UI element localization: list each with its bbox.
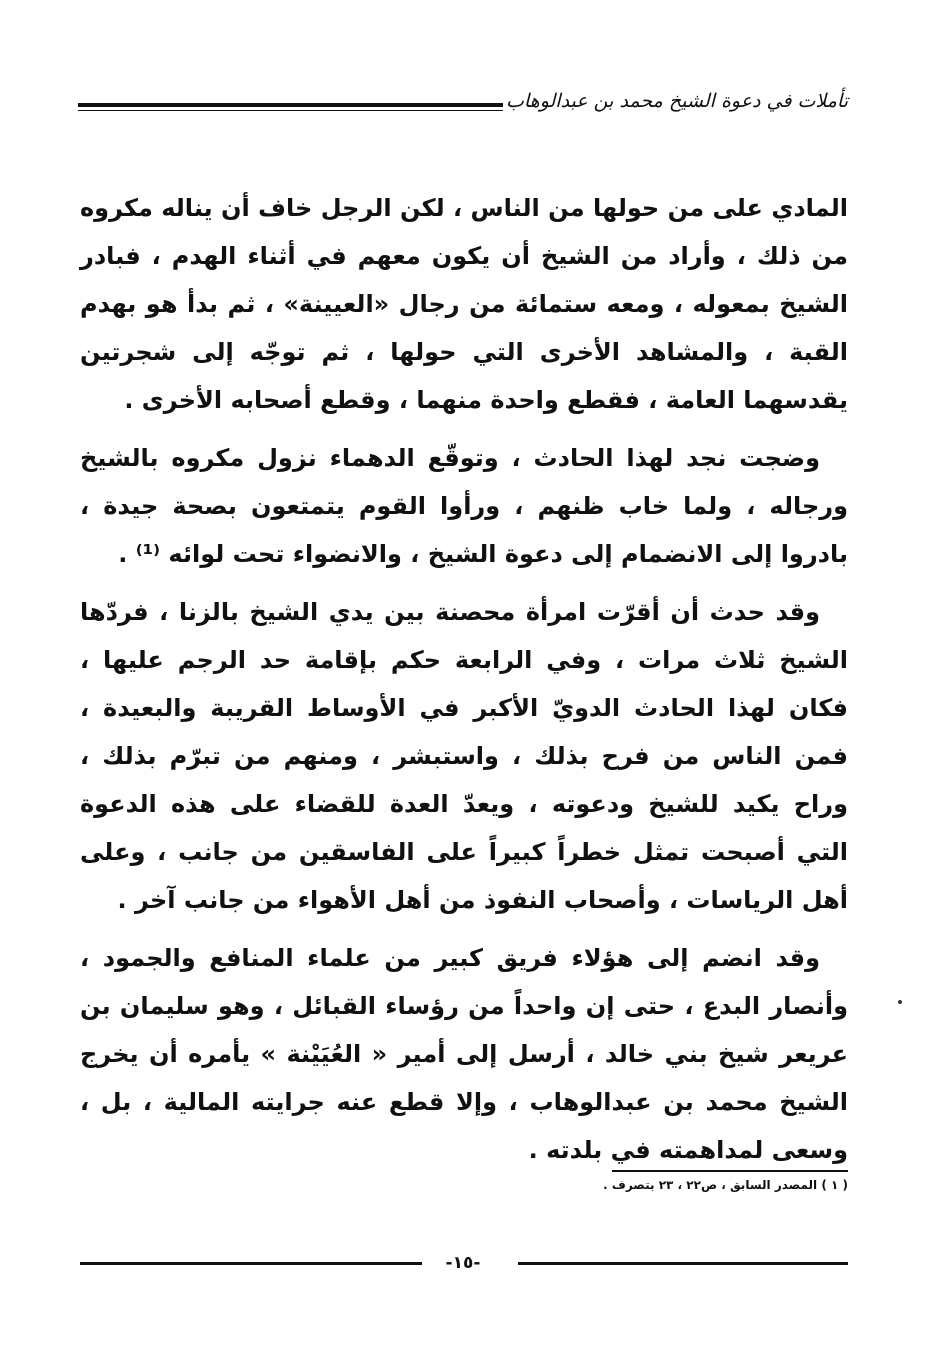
body-text xyxy=(80,184,848,1164)
running-header xyxy=(78,86,848,116)
paragraph-4: وقد انضم إلى هؤلاء فريق كبير من علماء المنافع والجمود ، وأنصار البدع ، حتى إن واحداً من رؤساء القبائل ، وهو سليمان بن عريعر شيخ بني خالد ، أرسل إلى أمير « العُيَيْنة » يأمره أن يخرج الشيخ محمد بن عبدالوهاب ، وإلا قطع عنه جرايته المالية ، بل ، وسعى لمداهمته في بلدته . xyxy=(80,944,848,1164)
margin-speck xyxy=(898,1000,902,1004)
header-rule xyxy=(78,103,503,107)
running-header-title: تأملات في دعوة الشيخ محمد بن عبدالوهاب xyxy=(506,90,848,112)
footer-rule-right xyxy=(518,1262,848,1265)
footnote: ( ١ ) المصدر السابق ، ص٢٢ ، ٢٣ بتصرف . xyxy=(603,1178,848,1192)
paragraph-2: وضجت نجد لهذا الحادث ، وتوقّع الدهماء نزول مكروه بالشيخ ورجاله ، ولما خاب ظنهم ، ورأوا القوم يتمتعون بصحة جيدة ، بادروا إلى الانضمام إلى دعوة الشيخ ، والانضواء تحت لوائه ⁽¹⁾ . xyxy=(80,444,848,568)
paragraph-1: المادي على من حولها من الناس ، لكن الرجل خاف أن يناله مكروه من ذلك ، وأراد من الشيخ أن يكون معهم في أثناء الهدم ، فبادر الشيخ بمعوله ، ومعه ستمائة من رجال «العيينة» ، ثم بدأ هو بهدم القبة ، والمشاهد الأخرى التي حولها ، ثم توجّه إلى شجرتين يقدسهما العامة ، فقطع واحدة منهما ، وقطع أصحابه الأخرى . xyxy=(80,194,848,414)
paragraph-3: وقد حدث أن أقرّت امرأة محصنة بين يدي الشيخ بالزنا ، فردّها الشيخ ثلاث مرات ، وفي الرابعة حكم بإقامة حد الرجم عليها ، فكان لهذا الحادث الدويّ الأكبر في الأوساط القريبة والبعيدة ، فمن الناس من فرح بذلك ، واستبشر ، ومنهم من تبرّم بذلك ، وراح يكيد للشيخ ودعوته ، ويعدّ العدة للقضاء على هذه الدعوة التي أصبحت تمثل خطراً كبيراً على الفاسقين من جانب ، وعلى أهل الرياسات ، وأصحاب النفوذ من أهل الأهواء من جانب آخر . xyxy=(80,598,848,914)
footer-rule-left xyxy=(80,1262,422,1265)
page-number: -١٥- xyxy=(445,1253,481,1273)
header-rule-thin xyxy=(78,110,503,111)
footnote-rule xyxy=(612,1170,848,1172)
